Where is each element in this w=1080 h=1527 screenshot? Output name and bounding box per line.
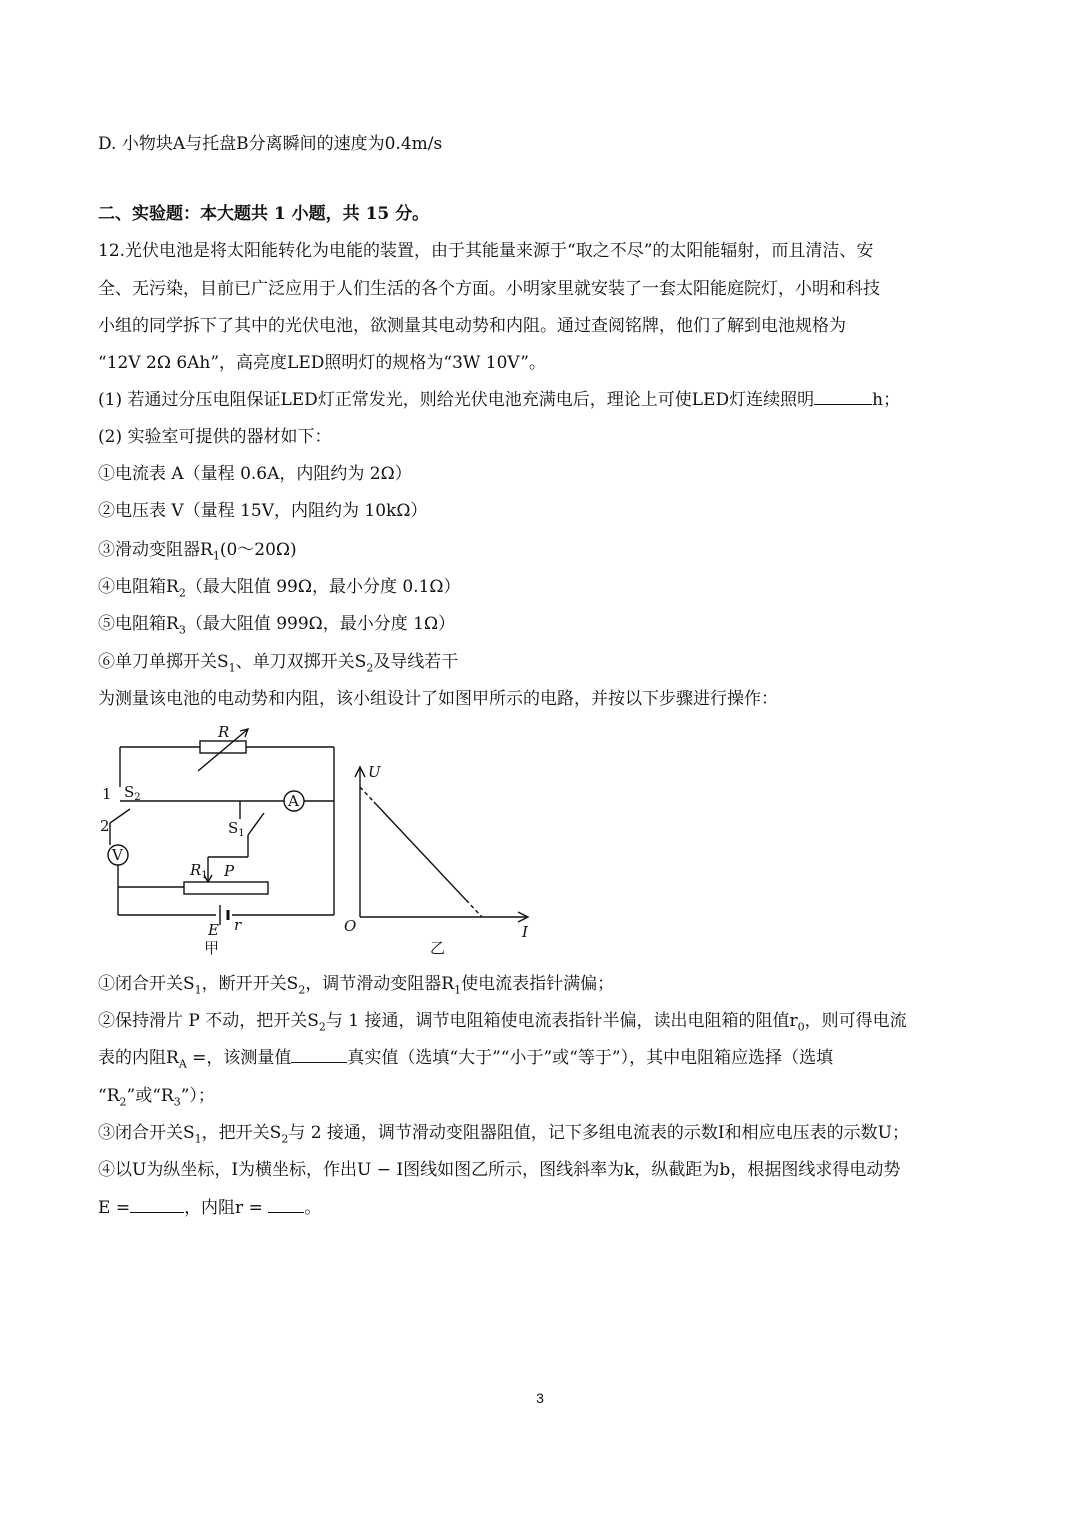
equip-sub: 1 [228,661,236,675]
part1 [98,388,900,412]
step-text: ①闭合开关S [98,974,195,994]
label-r-internal: r [234,916,242,934]
ui-graph [355,767,528,922]
step-text: ②保持滑片 P 不动，把开关S [98,1011,319,1031]
figures [90,725,550,965]
label-u: U [368,763,381,781]
label-2: 2 [100,817,110,835]
step-sub: 1 [194,1132,202,1146]
s2-sub: 2 [134,792,141,803]
blank [130,1196,184,1213]
label-s1 [228,819,245,839]
s2-letter: S [124,783,135,801]
step-text: 与 2 接通，调节滑动变阻器阻值，记下多组电流表的示数I和相应电压表的示数U； [288,1123,909,1143]
equip-sub: 2 [178,586,186,600]
caption-jia: 甲 [204,939,220,957]
step-text: 。 [304,1198,322,1218]
stem-line: 全、无污染，目前已广泛应用于人们生活的各个方面。小明家里就安装了一套太阳能庭院灯，小明和科技 [98,279,880,299]
equipment-item: ②电压表 V（量程 15V，内阻约为 10kΩ） [98,501,428,521]
stem-line: 小组的同学拆下了其中的光伏电池，欲测量其电动势和内阻。通过查阅铭牌，他们了解到电池规格为 [98,316,846,336]
step-text: ，断开开关S [201,974,299,994]
equip-sub: 2 [366,661,374,675]
step-sub: 2 [281,1132,289,1146]
step-sub: 0 [797,1020,805,1034]
step-3 [98,1121,909,1151]
page-number: 3 [536,1390,544,1406]
part2-intro: (2) 实验室可提供的器材如下： [98,427,332,447]
step-text: 与 1 接通，调节电阻箱使电流表指针半偏，读出电阻箱的阻值r [325,1011,798,1031]
equip-sub: 1 [212,549,220,563]
part1-text: (1) 若通过分压电阻保证LED灯正常发光，则给光伏电池充满电后，理论上可使LED灯连续照明 [98,390,815,410]
equip-text: (0～20Ω) [219,540,297,560]
equip-text: （最大阻值 999Ω，最小分度 1Ω） [185,614,456,634]
equip-text: ⑤电阻箱R [98,614,179,634]
step-text: ，把开关S [201,1123,282,1143]
step-text: 使电流表指针满偏； [461,974,615,994]
step-sub: 2 [318,1020,326,1034]
label-e: E [208,921,219,939]
step-sub: 2 [119,1095,127,1109]
label-i: I [522,923,528,941]
step-sub: 1 [194,983,202,997]
step-2-line-2 [98,1046,833,1076]
switch-s2-blade [110,809,130,823]
step-text: ”或“R [126,1086,174,1106]
ui-line-dashed-end [466,900,482,917]
s1-sub: 1 [238,828,245,839]
label-p: P [224,862,235,880]
rheostat-r1-body [184,882,268,894]
option-d: D. 小物块A与托盘B分离瞬间的速度为0.4m/s [98,134,443,154]
equipment-item [98,538,297,568]
equipment-item [98,575,460,605]
s1-letter: S [228,819,239,837]
step-text: ，则可得电流 [804,1011,907,1031]
step-sub: 1 [454,983,462,997]
equip-text: ⑥单刀单掷开关S [98,652,229,672]
section-title: 二、实验题：本大题共 1 小题，共 15 分。 [98,204,430,224]
rheostat-r-body [200,741,246,753]
switch-s1-blade [248,813,264,835]
label-s2 [124,783,141,803]
r1-letter: R [190,861,202,879]
stem-line: “12V 2Ω 6Ah”，高亮度LED照明灯的规格为“3W 10V”。 [98,353,546,373]
step-text: “R [98,1086,120,1106]
equip-text: ④电阻箱R [98,577,179,597]
caption-yi: 乙 [430,939,446,957]
blank [291,1046,347,1063]
part1-unit: h； [872,390,901,410]
step-text: 表的内阻R [98,1048,179,1068]
label-ammeter: A [288,792,299,810]
ui-line [374,802,466,900]
label-voltmeter: V [112,846,123,864]
blank [268,1196,304,1213]
step-4-line-1: ④以U为纵坐标，I为横坐标，作出U − I图线如图乙所示，图线斜率为k，纵截距为b，根据图线求得电动势 [98,1160,901,1180]
label-r1 [189,861,208,881]
equip-text: ③滑动变阻器R [98,540,213,560]
step-text: ③闭合开关S [98,1123,195,1143]
step-sub: 2 [298,983,306,997]
part1-blank [814,388,872,405]
design-line: 为测量该电池的电动势和内阻，该小组设计了如图甲所示的电路，并按以下步骤进行操作： [98,689,778,709]
step-text: ，内阻r = [184,1198,269,1218]
step-2-line-1 [98,1009,907,1039]
stem-line: 12.光伏电池是将太阳能转化为电能的装置，由于其能量来源于“取之不尽”的太阳能辐射，而且清洁、安 [98,241,874,261]
equipment-item [98,650,458,680]
equip-text: 及导线若干 [373,652,459,672]
step-text: ”）； [180,1086,215,1106]
step-text: 真实值（选填“大于”“小于”或“等于”），其中电阻箱应选择（选填 [347,1048,834,1068]
step-sub: 3 [173,1095,181,1109]
step-text: E = [98,1198,131,1218]
step-1 [98,972,614,1002]
label-r: R [218,725,230,741]
equip-text: 、单刀双掷开关S [235,652,367,672]
graph-labels [344,763,529,957]
ui-line-dashed-start [360,787,374,802]
step-text: ，调节滑动变阻器R [305,974,455,994]
step-sub: A [178,1057,187,1071]
step-4-line-2 [98,1196,321,1220]
step-text: =，该测量值 [186,1048,292,1068]
r1-sub: 1 [201,870,208,881]
label-o: O [344,917,357,935]
circuit-labels [100,725,299,957]
step-2-line-3 [98,1084,215,1114]
equip-sub: 3 [178,623,186,637]
equip-text: （最大阻值 99Ω，最小分度 0.1Ω） [185,577,461,597]
circuit-diagram [108,729,334,925]
equipment-item: ①电流表 A（量程 0.6A，内阻约为 2Ω） [98,464,412,484]
equipment-item [98,612,455,642]
label-1: 1 [102,785,112,803]
